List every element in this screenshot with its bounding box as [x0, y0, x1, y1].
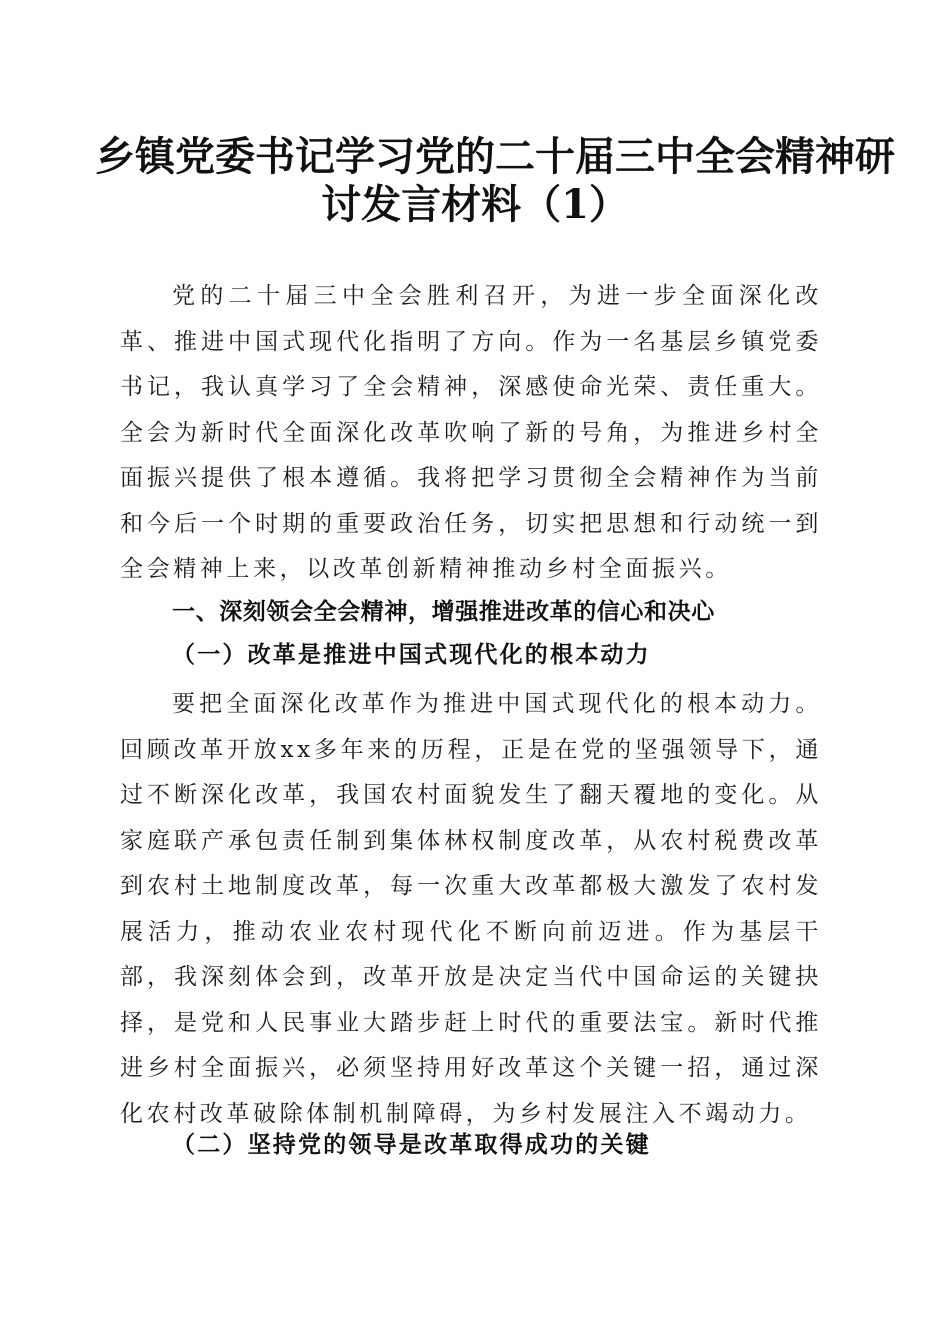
title-line-1: 乡镇党委书记学习党的二十届三中全会精神研 — [95, 133, 895, 180]
body-paragraph-2: 要把全面深化改革作为推进中国式现代化的根本动力。回顾改革开放xx多年来的历程，正是在党的坚强领导下，通过不断深化改革，我国农村面貌发生了翻天覆地的变化。从家庭联产承包责任制到集体林权制度改革，从农村税费改革到农村土地制度改革，每一次重大改革都极大激发了农村发展活力，推动农业农村现代化不断向前迈进。作为基层干部，我深刻体会到，改革开放是决定当代中国命运的关键抉择，是党和人民事业大踏步赶上时代的重要法宝。新时代推进乡村全面振兴，必须坚持用好改革这个关键一招，通过深化农村改革破除体制机制障碍，为乡村发展注入不竭动力。 — [120, 691, 822, 1127]
document-title — [95, 133, 895, 229]
subsection-1-heading: （一）改革是推进中国式现代化的根本动力 — [172, 641, 651, 668]
intro-paragraph: 党的二十届三中全会胜利召开，为进一步全面深化改革、推进中国式现代化指明了方向。作为一名基层乡镇党委书记，我认真学习了全会精神，深感使命光荣、责任重大。全会为新时代全面深化改革吹响了新的号角，为推进乡村全面振兴提供了根本遵循。我将把学习贯彻全会精神作为当前和今后一个时期的重要政治任务，切实把思想和行动统一到全会精神上来，以改革创新精神推动乡村全面振兴。 — [120, 283, 822, 582]
section-1-heading: 一、深刻领会全会精神，增强推进改革的信心和决心 — [172, 599, 715, 625]
subsection-2-heading: （二）坚持党的领导是改革取得成功的关键 — [172, 1131, 651, 1158]
title-line-2: 讨发言材料（1） — [321, 181, 629, 228]
